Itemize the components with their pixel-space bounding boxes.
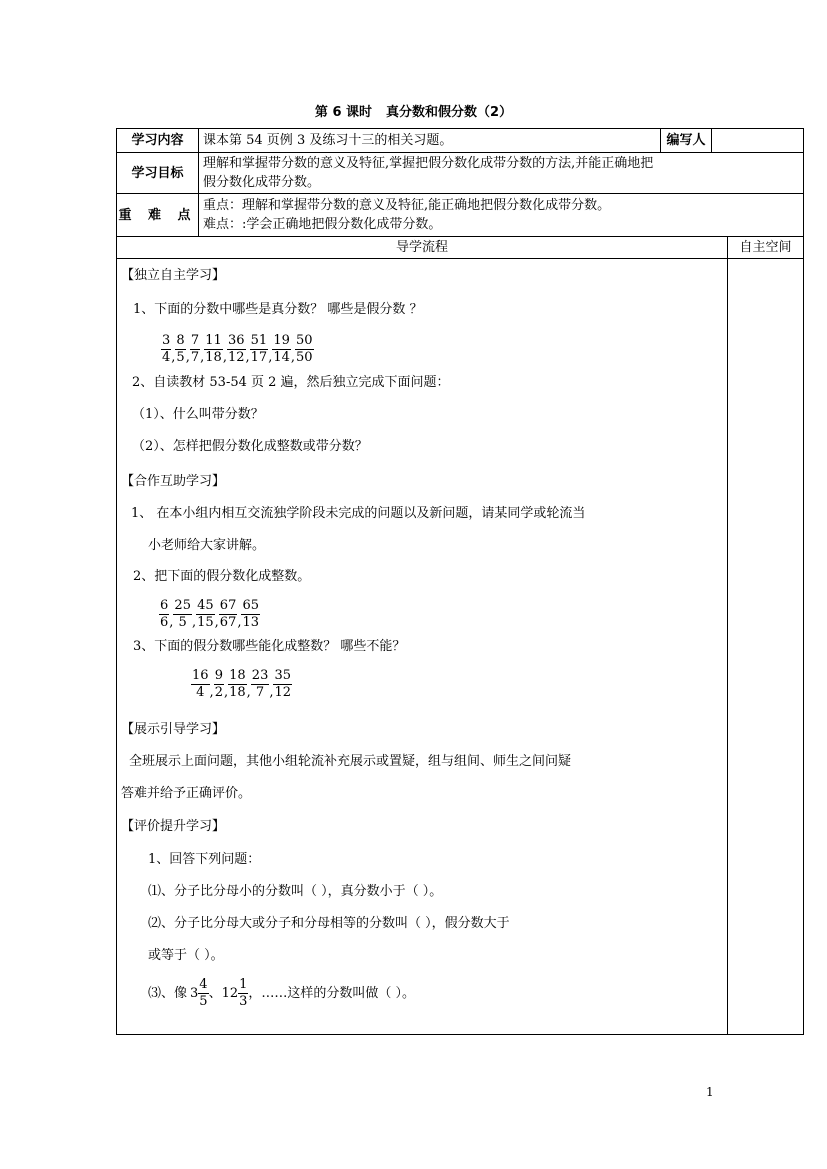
flow-body xyxy=(117,259,728,1035)
goal-line: 假分数化成带分数。 xyxy=(203,175,321,190)
denominator: 17 xyxy=(250,350,268,365)
question-2: 2、自读教材 53-54 页 2 遍，然后独立完成下面问题： xyxy=(132,375,450,390)
comma-separator: , xyxy=(200,350,205,365)
fraction xyxy=(227,333,246,366)
denominator: 5 xyxy=(176,350,185,365)
question-2b: （2）、怎样把假分数化成整数或带分数？ xyxy=(132,439,368,454)
denominator: 50 xyxy=(296,350,313,365)
numerator: 3 xyxy=(162,333,171,348)
mixed-number xyxy=(222,977,249,1010)
key-value xyxy=(199,194,804,237)
fraction xyxy=(214,668,224,701)
key-row xyxy=(117,194,804,237)
denominator: 67 xyxy=(219,615,237,630)
content-label: 学习内容 xyxy=(117,129,199,153)
denominator: 5 xyxy=(199,994,208,1009)
numerator: 1 xyxy=(239,977,248,992)
mixed-number xyxy=(190,977,209,1010)
lesson-plan-table xyxy=(116,128,804,1035)
fraction xyxy=(204,333,223,366)
numerator: 16 xyxy=(192,668,209,683)
fraction xyxy=(196,598,215,631)
lesson-number: 第 6 课时 xyxy=(314,105,373,120)
numerator: 7 xyxy=(190,333,200,348)
comma-separator: , xyxy=(171,350,176,365)
page-title xyxy=(0,101,827,120)
comma-separator: , xyxy=(191,615,197,630)
numerator: 19 xyxy=(273,333,290,348)
numerator: 6 xyxy=(160,598,169,613)
coop-1: 1、 在本小组内相互交流独学阶段未完成的问题以及新问题，请某同学或轮流当 xyxy=(131,506,586,521)
numerator: 23 xyxy=(251,668,269,683)
numerator: 4 xyxy=(199,977,208,992)
eval-1a: ⑴、分子比分母小的分数叫（ ），真分数小于（ ）。 xyxy=(148,884,443,899)
coop-3: 3、下面的假分数哪些能化成整数？ 哪些不能？ xyxy=(133,639,406,654)
comma-separator: , xyxy=(169,615,174,630)
coop-1-cont: 小老师给大家讲解。 xyxy=(148,538,266,553)
denominator: 2 xyxy=(214,685,223,700)
comma-separator: , xyxy=(269,685,274,700)
comma-separator: , xyxy=(245,350,250,365)
numerator: 65 xyxy=(242,598,260,613)
numerator: 50 xyxy=(296,333,313,348)
goal-value xyxy=(199,153,804,194)
eval-1: 1、回答下列问题： xyxy=(148,852,261,867)
numerator: 11 xyxy=(205,333,222,348)
fraction xyxy=(159,598,169,631)
comma-separator: , xyxy=(223,685,229,700)
section-display: 【展示引导学习】 xyxy=(121,722,226,737)
comma-separator: , xyxy=(214,615,219,630)
denominator: 7 xyxy=(255,685,265,700)
fraction xyxy=(219,598,238,631)
flow-header: 导学流程 xyxy=(117,237,728,259)
eval-1c xyxy=(148,977,415,1010)
fraction xyxy=(272,333,291,366)
comma-separator: , xyxy=(222,350,227,365)
eval-1b-cont: 或等于（ ）。 xyxy=(148,948,224,963)
numerator: 8 xyxy=(176,333,185,348)
denominator: 18 xyxy=(229,685,246,700)
numerator: 67 xyxy=(219,598,237,613)
coop-3-fractions xyxy=(191,667,292,702)
key-line: 难点：:学会正确地把假分数化成带分数。 xyxy=(203,217,442,232)
denominator: 12 xyxy=(274,685,292,700)
question-1: 1、下面的分数中哪些是真分数？ 哪些是假分数 ？ xyxy=(133,302,423,317)
numerator: 35 xyxy=(274,668,292,683)
denominator: 13 xyxy=(242,615,260,630)
fraction xyxy=(191,668,210,701)
mixed-whole: 3 xyxy=(190,986,199,1001)
numerator: 9 xyxy=(214,668,223,683)
display-text-cont: 答难并给予正确评价。 xyxy=(121,786,252,801)
denominator: 18 xyxy=(205,350,222,365)
numerator: 18 xyxy=(229,668,246,683)
denominator: 4 xyxy=(196,685,205,700)
comma-separator: , xyxy=(290,350,296,365)
eval-1c-suffix: ，……这样的分数叫做（ ）。 xyxy=(248,986,416,1001)
question-2a: （1）、什么叫带分数？ xyxy=(132,407,264,422)
fraction xyxy=(295,333,314,366)
fraction xyxy=(175,333,185,366)
section-evaluation: 【评价提升学习】 xyxy=(121,819,226,834)
author-value xyxy=(712,129,804,153)
mixed-fraction xyxy=(198,977,208,1010)
author-label: 编写人 xyxy=(661,129,712,153)
denominator: 6 xyxy=(160,615,169,630)
content-row xyxy=(117,129,804,153)
fraction xyxy=(228,668,247,701)
fraction xyxy=(173,598,192,631)
content-value: 课本第 54 页例 3 及练习十三的相关习题。 xyxy=(199,129,661,153)
denominator: 3 xyxy=(239,994,248,1009)
fraction xyxy=(241,598,260,631)
goal-label: 学习目标 xyxy=(117,153,199,194)
comma-separator: , xyxy=(246,685,251,700)
key-line: 重点：理解和掌握带分数的意义及特征,能正确地把假分数化成带分数。 xyxy=(203,198,611,213)
numerator: 25 xyxy=(174,598,191,613)
coop-2-fractions xyxy=(159,597,260,632)
numerator: 45 xyxy=(197,598,214,613)
section-cooperative: 【合作互助学习】 xyxy=(121,474,226,489)
comma-separator: , xyxy=(237,615,242,630)
fraction xyxy=(273,668,292,701)
comma-separator: , xyxy=(185,350,190,365)
mixed-fraction xyxy=(238,977,248,1010)
self-space-body xyxy=(728,259,804,1035)
fraction xyxy=(161,333,171,366)
comma-separator: , xyxy=(268,350,273,365)
goal-line: 理解和掌握带分数的意义及特征,掌握把假分数化成带分数的方法,并能正确地把 xyxy=(203,156,654,171)
page-number: 1 xyxy=(706,1085,714,1099)
flow-header-row xyxy=(117,237,804,259)
comma-separator: , xyxy=(209,685,214,700)
denominator: 14 xyxy=(273,350,290,365)
space-header: 自主空间 xyxy=(728,237,804,259)
denominator: 15 xyxy=(197,615,214,630)
lesson-topic: 真分数和假分数（2） xyxy=(386,105,513,120)
eval-1c-prefix: ⑶、像 xyxy=(148,986,188,1001)
fraction xyxy=(251,668,270,701)
key-label: 重 难 点 xyxy=(117,194,199,237)
denominator: 5 xyxy=(178,615,187,630)
denominator: 7 xyxy=(190,350,200,365)
body-row xyxy=(117,259,804,1035)
section-independent: 【独立自主学习】 xyxy=(121,268,226,283)
coop-2: 2、把下面的假分数化成整数。 xyxy=(133,569,311,584)
numerator: 51 xyxy=(250,333,268,348)
fraction xyxy=(190,333,200,366)
mixed-whole: 12 xyxy=(221,986,239,1001)
denominator: 12 xyxy=(227,350,245,365)
denominator: 4 xyxy=(162,350,171,365)
eval-1b: ⑵、分子比分母大或分子和分母相等的分数叫（ ），假分数大于 xyxy=(148,916,510,931)
numerator: 36 xyxy=(227,333,245,348)
goal-row xyxy=(117,153,804,194)
display-text: 全班展示上面问题，其他小组轮流补充展示或置疑，组与组间、师生之间问疑 xyxy=(129,754,572,769)
fraction xyxy=(250,333,269,366)
eval-1c-sep: 、 xyxy=(208,986,222,1001)
question-1-fractions xyxy=(161,332,314,367)
